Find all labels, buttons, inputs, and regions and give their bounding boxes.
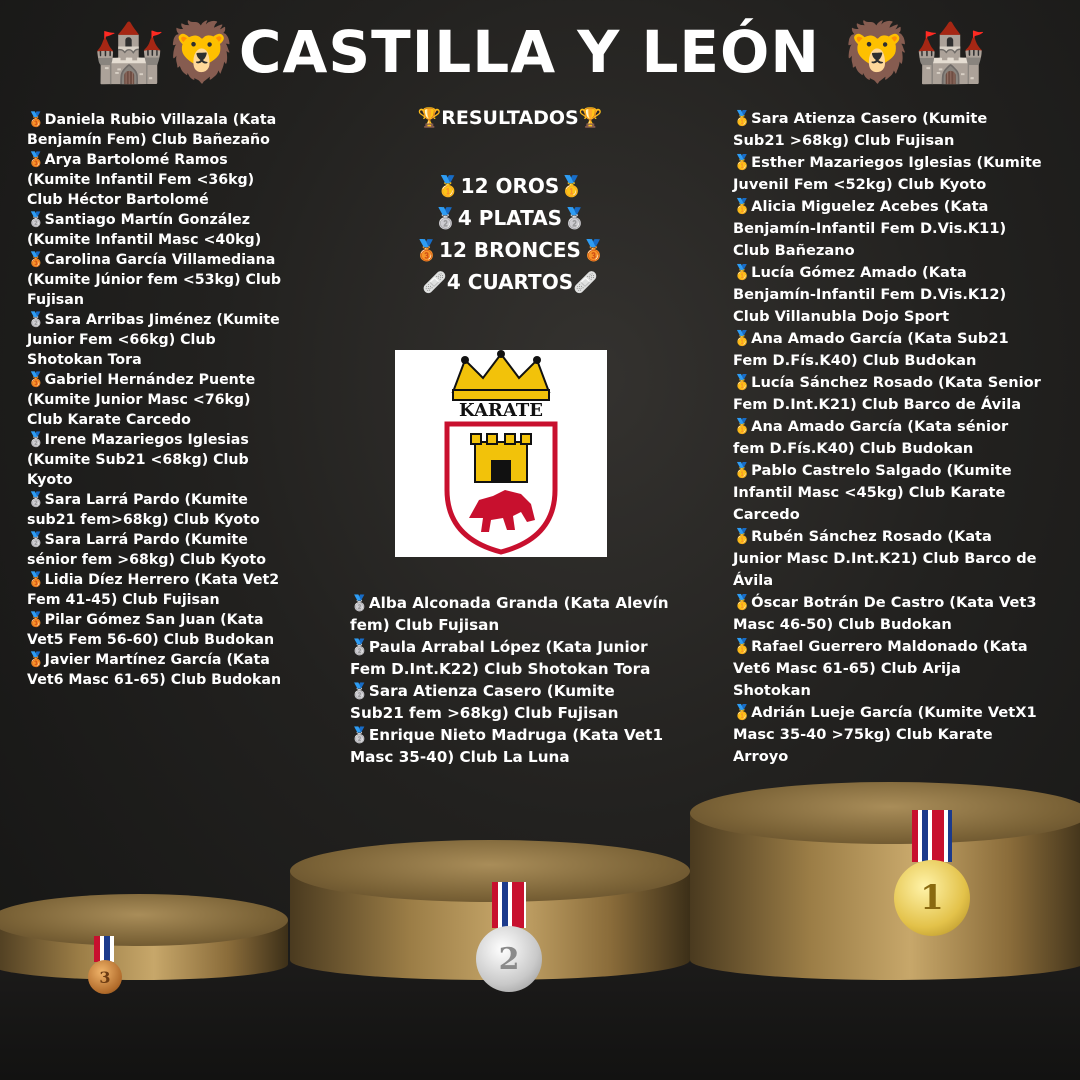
bronze-medal-icon: 3 <box>88 960 122 994</box>
result-entry: 🥇Ana Amado García (Kata sénior fem D.Fís.K40) Club Budokan <box>733 418 1009 457</box>
results-right-column <box>733 108 1043 768</box>
result-entry: 🥇Ana Amado García (Kata Sub21 Fem D.Fís.K40) Club Budokan <box>733 330 1009 369</box>
results-middle-column <box>350 592 670 768</box>
result-entry: 🥉Carolina García Villamediana (Kumite Júnior fem <53kg) Club Fujisan <box>27 252 282 308</box>
result-entry: 🥇Adrián Lueje García (Kumite VetX1 Masc 35-40 >75kg) Club Karate Arroyo <box>733 704 1037 765</box>
result-entry: 🥈Enrique Nieto Madruga (Kata Vet1 Masc 35-40) Club La Luna <box>350 726 664 766</box>
result-entry: 🥉Daniela Rubio Villazala (Kata Benjamín Fem) Club Bañezaño <box>27 112 277 148</box>
ribbon-silver <box>492 882 526 928</box>
logo-text: KARATE <box>459 400 543 421</box>
result-entry: 🥉Gabriel Hernández Puente (Kumite Junior Masc <76kg) Club Karate Carcedo <box>27 372 256 428</box>
results-left-column <box>27 110 289 690</box>
results-heading: 🏆RESULTADOS🏆 <box>417 107 603 129</box>
result-entry: 🥇Alicia Miguelez Acebes (Kata Benjamín-Infantil Fem D.Vis.K11) Club Bañezano <box>733 198 1007 259</box>
silver-count: 🥈4 PLATAS🥈 <box>433 206 587 230</box>
result-entry: 🥈Santiago Martín González (Kumite Infantil Masc <40kg) <box>27 212 262 248</box>
result-entry: 🥈Irene Mazariegos Iglesias (Kumite Sub21 <68kg) Club Kyoto <box>27 432 249 488</box>
result-entry: 🥉Arya Bartolomé Ramos (Kumite Infantil Fem <36kg) Club Héctor Bartolomé <box>27 152 255 208</box>
fourth-count: 🩹4 CUARTOS🩹 <box>421 270 598 294</box>
result-entry: 🥇Lucía Sánchez Rosado (Kata Senior Fem D.Int.K21) Club Barco de Ávila <box>733 374 1041 413</box>
result-entry: 🥈Sara Arribas Jiménez (Kumite Junior Fem <66kg) Club Shotokan Tora <box>27 312 280 368</box>
ribbon-gold <box>912 810 952 862</box>
silver-medal-icon: 2 <box>476 926 542 992</box>
result-entry: 🥉Lidia Díez Herrero (Kata Vet2 Fem 41-45) Club Fujisan <box>27 572 280 608</box>
result-entry: 🥈Sara Larrá Pardo (Kumite sénior fem >68kg) Club Kyoto <box>27 532 266 568</box>
gold-medal-icon: 1 <box>894 860 970 936</box>
result-entry: 🥈Paula Arrabal López (Kata Junior Fem D.Int.K22) Club Shotokan Tora <box>350 638 651 678</box>
result-entry: 🥇Óscar Botrán De Castro (Kata Vet3 Masc 46-50) Club Budokan <box>733 594 1037 633</box>
result-entry: 🥇Esther Mazariegos Iglesias (Kumite Juvenil Fem <52kg) Club Kyoto <box>733 154 1042 193</box>
result-entry: 🥇Sara Atienza Casero (Kumite Sub21 >68kg) Club Fujisan <box>733 110 988 149</box>
result-entry: 🥈Sara Larrá Pardo (Kumite sub21 fem>68kg) Club Kyoto <box>27 492 260 528</box>
page-title: 🏰🦁CASTILLA Y LEÓN 🦁🏰 <box>92 18 988 86</box>
karate-logo <box>395 350 607 557</box>
result-entry: 🥇Lucía Gómez Amado (Kata Benjamín-Infantil Fem D.Vis.K12) Club Villanubla Dojo Sport <box>733 264 1007 325</box>
bronze-count: 🥉12 BRONCES🥉 <box>414 238 606 262</box>
ribbon-bronze <box>94 936 114 962</box>
result-entry: 🥈Sara Atienza Casero (Kumite Sub21 fem >68kg) Club Fujisan <box>350 682 619 722</box>
result-entry: 🥇Pablo Castrelo Salgado (Kumite Infantil Masc <45kg) Club Karate Carcedo <box>733 462 1012 523</box>
result-entry: 🥈Alba Alconada Granda (Kata Alevín fem) Club Fujisan <box>350 594 669 634</box>
result-entry: 🥇Rubén Sánchez Rosado (Kata Junior Masc D.Int.K21) Club Barco de Ávila <box>733 528 1037 589</box>
result-entry: 🥉Javier Martínez García (Kata Vet6 Masc 61-65) Club Budokan <box>27 652 282 688</box>
gold-count: 🥇12 OROS🥇 <box>435 174 585 198</box>
result-entry: 🥇Rafael Guerrero Maldonado (Kata Vet6 Masc 61-65) Club Arija Shotokan <box>733 638 1028 699</box>
medal-summary <box>395 170 625 298</box>
result-entry: 🥉Pilar Gómez San Juan (Kata Vet5 Fem 56-60) Club Budokan <box>27 612 275 648</box>
